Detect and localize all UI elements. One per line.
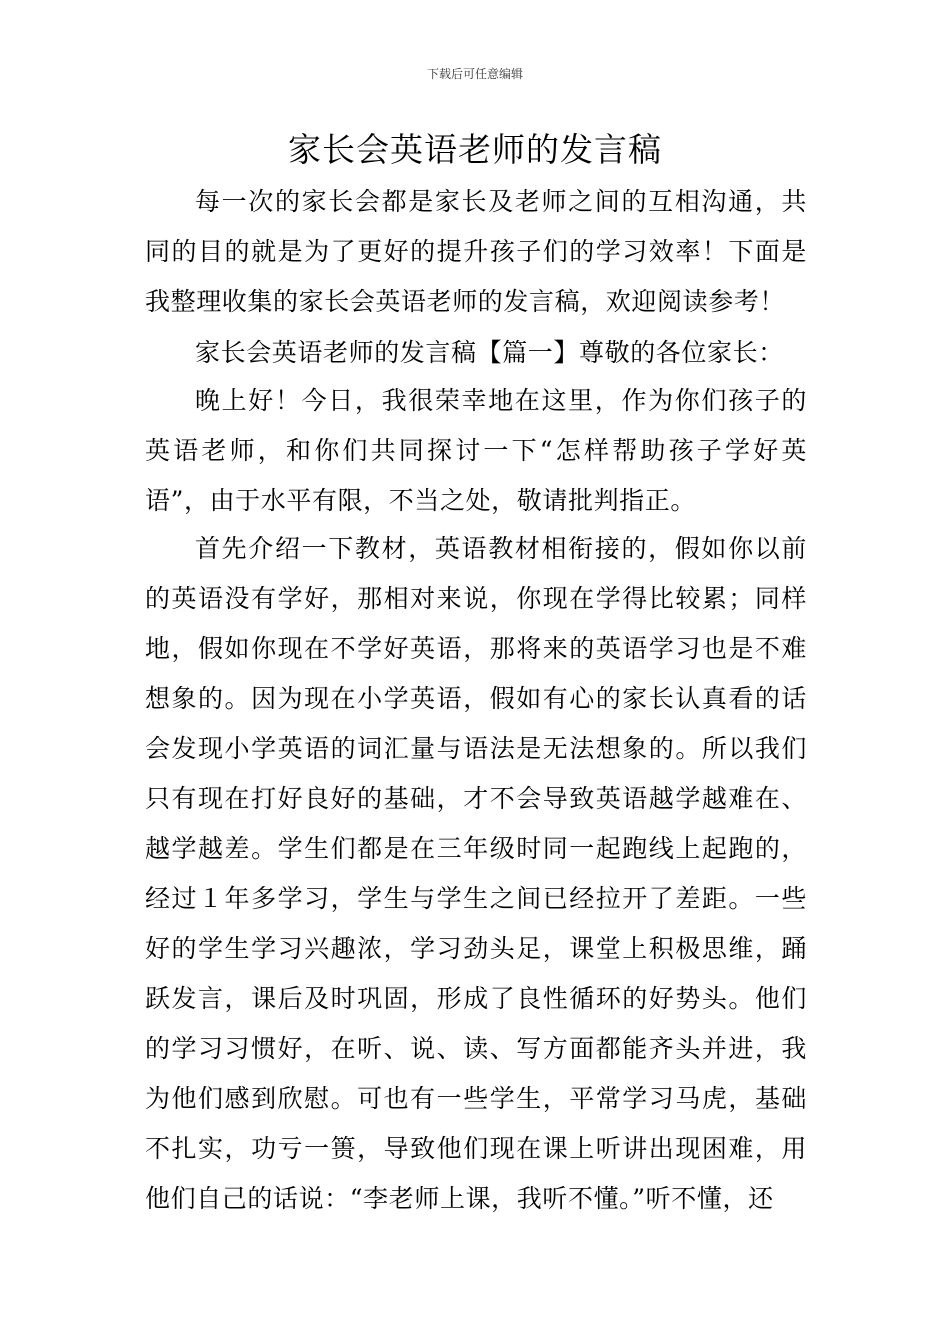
section-heading-block <box>145 328 807 378</box>
intro-paragraph-block <box>145 177 807 327</box>
section-heading: 家长会英语老师的发言稿【篇一】尊敬的各位家长： <box>195 338 784 367</box>
page-title: 家长会英语老师的发言稿 <box>288 130 662 169</box>
greeting-paragraph: 晚上好！今日，我很荣幸地在这里，作为你们孩子的英语老师，和你们共同探讨一下“怎样帮助孩子学好英语”，由于水平有限，不当之处，敬请批判指正。 <box>145 386 807 515</box>
greeting-paragraph-block <box>145 376 807 526</box>
header-note: 下载后可任意编辑 <box>426 67 523 81</box>
main-paragraph: 首先介绍一下教材，英语教材相衔接的，假如你以前的英语没有学好，那相对来说，你现在学得比较累；同样地，假如你现在不学好英语，那将来的英语学习也是不难想象的。因为现在小学英语，假如有心的家长认真看的话会发现小学英语的词汇量与语法是无法想象的。所以我们只有现在打好良好的基础，才不会导致英语越学越难在、越学越差。学生们都是在三年级时同一起跑线上起跑的，经过１年多学习，学生与学生之间已经拉开了差距。一些好的学生学习兴趣浓，学习劲头足，课堂上积极思维，踊跃发言，课后及时巩固，形成了良性循环的好势头。他们的学习习惯好，在听、说、读、写方面都能齐头并进，我为他们感到欣慰。可也有一些学生，平常学习马虎，基础不扎实，功亏一篑，导致他们现在课上听讲出现困难，用他们自己的话说：“李老师上课，我听不懂。”听不懂，还 <box>145 534 807 1213</box>
intro-paragraph: 每一次的家长会都是家长及老师之间的互相沟通，共同的目的就是为了更好的提升孩子们的学习效率！下面是我整理收集的家长会英语老师的发言稿，欢迎阅读参考！ <box>145 187 807 316</box>
main-paragraph-block <box>145 524 807 1224</box>
